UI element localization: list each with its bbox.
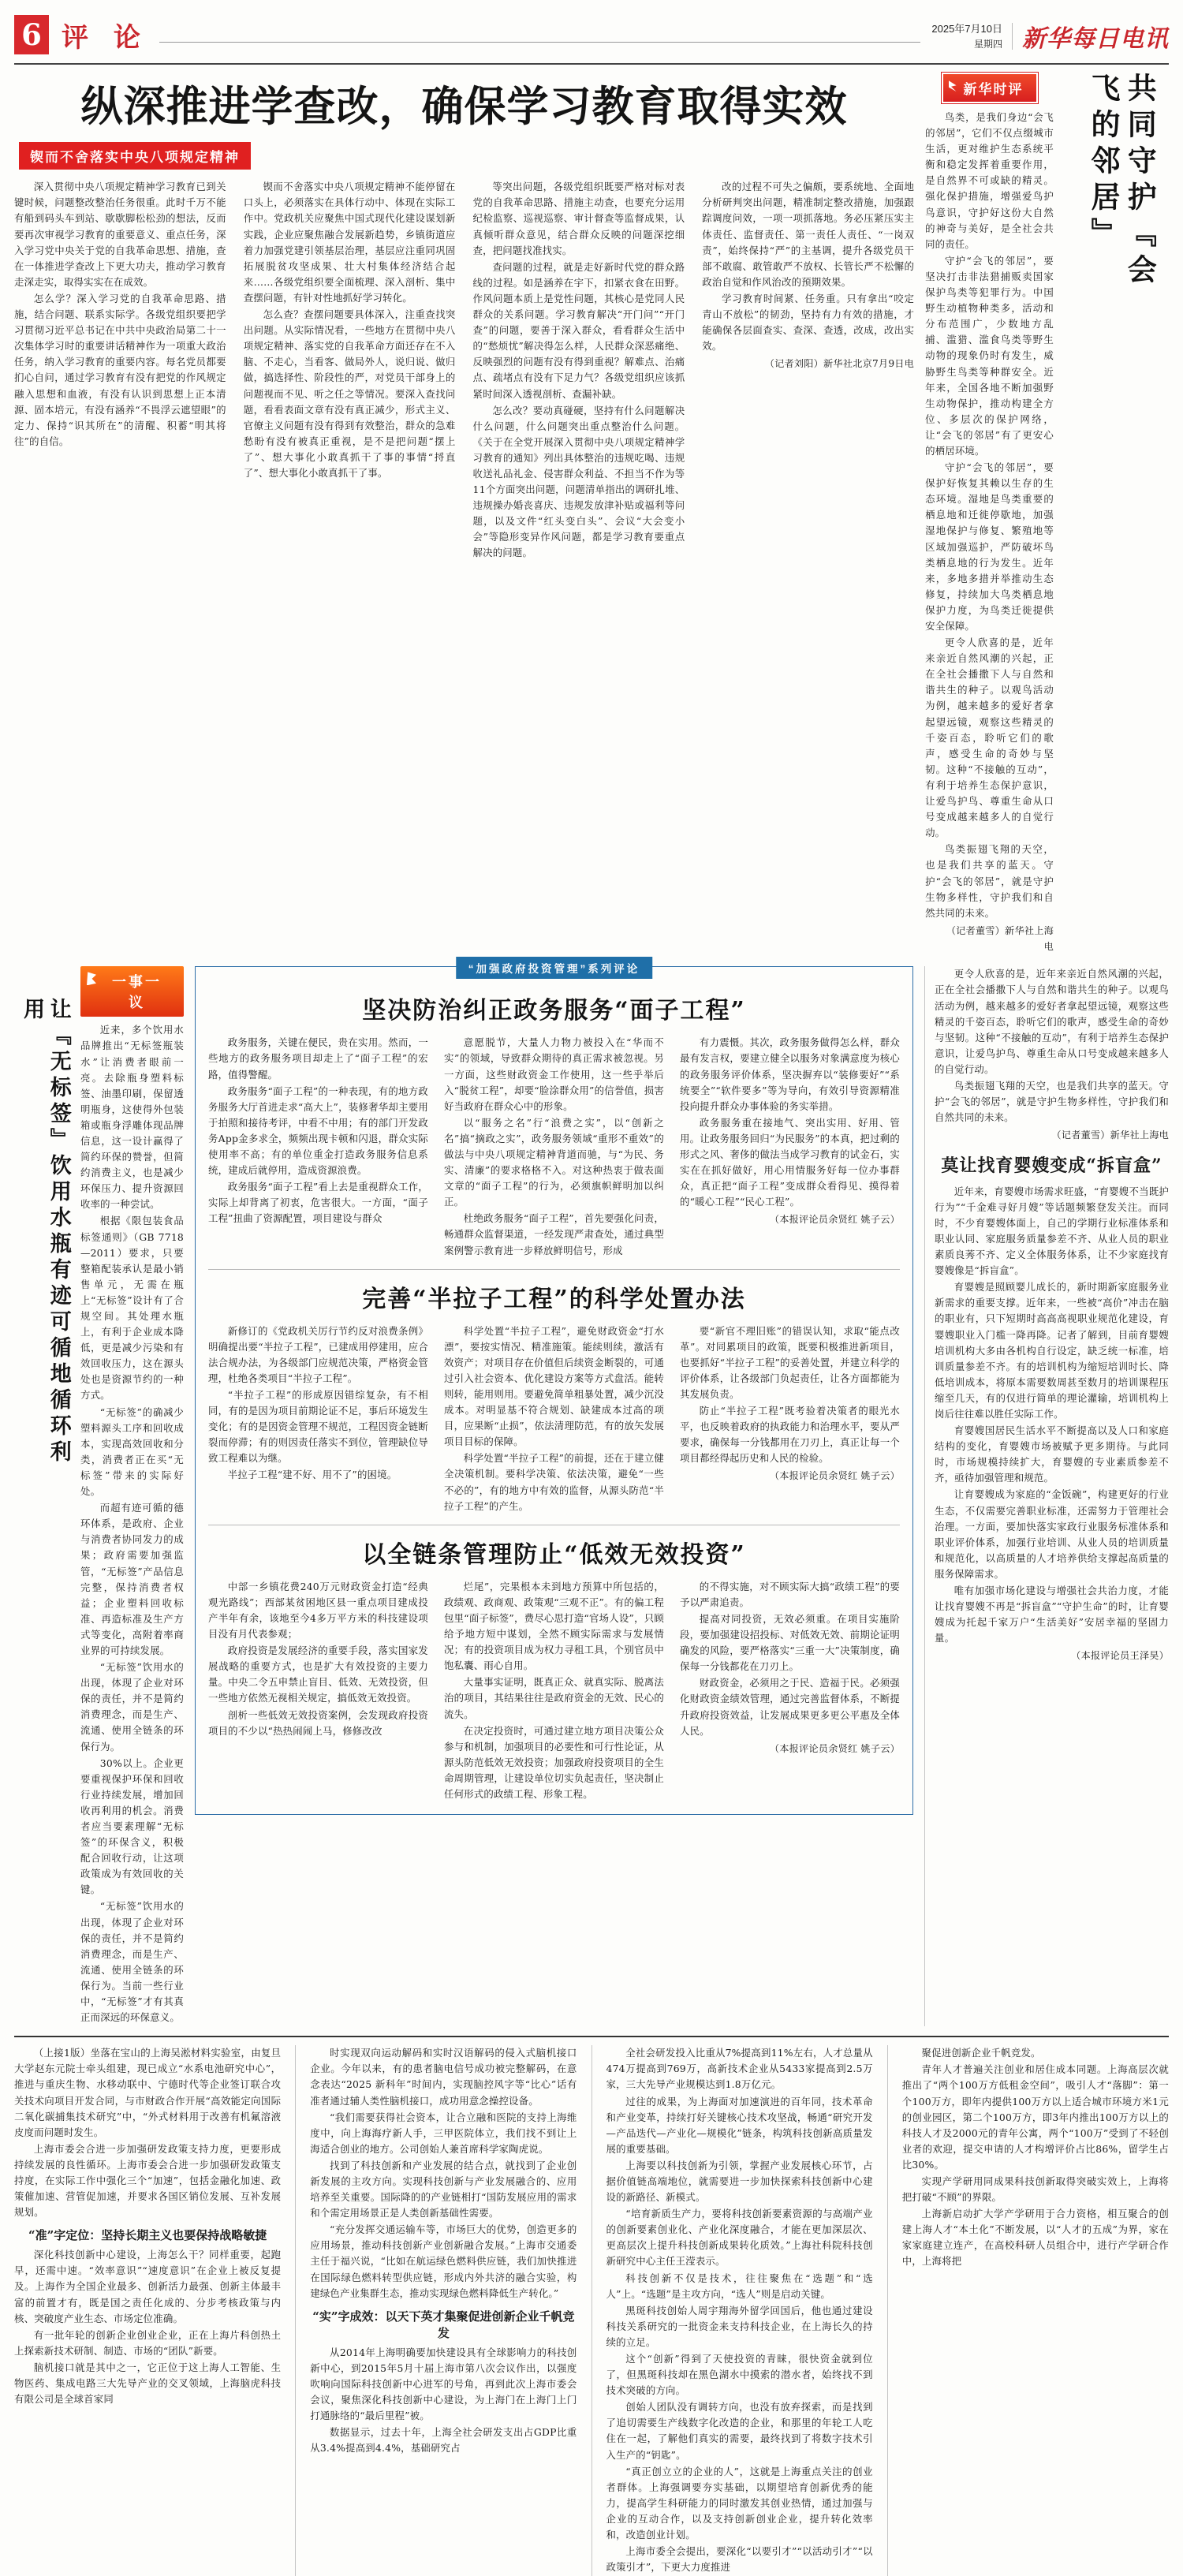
paragraph: 全社会研发投入比重从7%提高到11%左右，人才总量从474万提高到769万，高新技术企业从5433家提高到2.5万家，三大先导产业规模达到1.8万亿元。 [606, 2047, 873, 2091]
column [444, 1323, 664, 1515]
middle-section [14, 963, 1169, 2026]
paragraph: “培育新质生产力，要将科技创新要素资源的与高端产业的创新要素创业化、产业化深度融合，才能在更加深层次、更高层次上提升科技创新成果转化质效。”上海社科院科技创新研究中心主任王滢表示。 [606, 2208, 873, 2268]
lead-red-label: 锲而不舍落实中央八项规定精神 [19, 142, 251, 170]
xinhua-commentary [925, 73, 1169, 955]
paragraph: 鸟类振翅飞翔的天空，也是我们共享的蓝天。守护“会飞的邻居”，就是守护生物多样性，守护我们和自然共同的未来。 [935, 1079, 1169, 1124]
paragraph: 怎么学？深入学习党的自我革命思路、措施，结合问题、联系实际学。各级党组织要把学习贯彻习近平总书记在中共中央政治局第二十一次集体学习时的重要讲话精神作为一项重大政治任务，纳入学习教育的重要内容。每名党员都要扪心自问，通过学习教育有没有把党的作风规定融入思想和血液，有没有认识到思想上正本清源、固本培元，有没有涵养“不畏浮云遮望眼”的定力、保持“识其所在”的清醒、积蓄“明其将往”的自信。 [14, 292, 226, 447]
lead-headline: 纵深推进学查改，确保学习教育取得实效 [80, 82, 848, 131]
paragraph: 根据《限包装食品标签通则》（GB 7718—2011）要求，只要整箱配装承认是最小销售单元，无需在瓶上“无标签”设计有了合规空间。其处理水瓶上，有利于企业成本降低，更是减少污染和有效回收压力，这在源头处也是资源节约的一种方式。 [80, 1215, 184, 1402]
paragraph: 育婴嫂国居民生活水平不断提高以及人口和家庭结构的变化，育婴嫂市场被赋予更多期待。与此同时，市场规模持续扩大，育婴嫂的专业素质参差不齐，亟待加强管理和规范。 [935, 1424, 1169, 1484]
series-divider [208, 1269, 900, 1270]
paragraph: 30%以上。企业更要重视保护环保和回收行业持续发展，增加回收再利用的机会。消费者应当要素理解“无标签”的环保含义，积极配合回收行动，让这项政策成为有效回收的关键。 [80, 1757, 184, 1896]
top-area [14, 73, 1169, 955]
paragraph: “我们需要获得社会资本，让合立融和医院的支持上海维度中，向上海海疗新人手，三甲医院体立，我们找不到让上海适合创业的地方。公司创始人兼首席科学家陶虎说。 [310, 2111, 577, 2155]
column [208, 1323, 428, 1515]
paragraph: “无标签”饮用水的出现，体现了企业对环保的责任，并不是简约消费理念，而是生产、流通、使用全链条的环保行为。当前一些行业中，“无标签”才有其真正而深远的环保意义。 [80, 1900, 184, 2024]
paragraph: 近年来，育婴嫂市场需求旺盛，“育婴嫂不当既护行为”“千金难寻好月嫂”等话题频繁登发关注。而同时，不少育婴嫂体面上，自己的学期行业标准体系和职业认同、家庭服务质量参差不齐、从业人员的职业素质良莠不齐、定义全体服务体系，让不少家庭找育婴嫂像是“拆盲盒”。 [935, 1185, 1169, 1277]
paragraph: 政府投资是发展经济的重要手段，落实国家发展战略的重要方式，也是扩大有效投资的主要力量。中央二令五申禁止盲目、低效、无效投资，但一些地方依然无视相关规定，搞低效无效投资。 [208, 1645, 428, 1704]
paragraph: 脑机接口就是其中之一，它正位于这上海人工智能、生物医药、集成电路三大先导产业的交叉领域，上海脑虎科技有限公司是全球首家同 [14, 2361, 282, 2406]
page-number: 6 [14, 15, 49, 54]
paragraph: 政务服务“面子工程”的一种表现，有的地方政务服务大厅首进走求“高大上”，装修奢华却主要用于拍照和接待考评，中看不中用；有的部门开发政务App金多求全，频频出现卡顿和闪退，群众实际使用率不高；有的单位重金打造政务服务信息系统，建成后就停用，造成资源浪费。 [208, 1085, 428, 1177]
paragraph: 政务服务“面子工程”看上去是重视群众工作，实际上却背离了初衷，危害很大。一方面，“面子工程”扭曲了资源配置，项目建设与群众 [208, 1181, 428, 1225]
paragraph: “无标签”饮用水的出现，体现了企业对环保的责任，并不是简约消费理念，而是生产、流通、使用全链条的环保行为。 [80, 1661, 184, 1753]
paragraph: 实现产学研用同成果科技创新取得突破实效上，上海将把打破“不顾”的界限。 [901, 2175, 1169, 2204]
paragraph: 青年人才普遍关注创业和居住成本同题。上海高层次就推出了“两个100万方低租金空间”，吸引人才“落脚”：第一个100万方，即年内提供100万方以上适合城市环境方米1元的创业园区，第二个100万方，即3年内推出100万方以上的科技人才及2000元的青年公寓，两个“100万”受到了不轻创业者的欢迎，提交申请的人才构增评价占比86%，留学生占比30%。 [901, 2063, 1169, 2171]
paragraph: 让育婴嫂成为家庭的“金饭碗”，构建更好的行业生态，不仅需要完善职业标准，还需努力于管理社会治理。一方面，要加快落实家政行业服务标准体系和职业评价体系，加强行业培训、从业人员的培训质量和规范化，以高质量的人才培养供给支撑起高质量的服务保障需求。 [935, 1488, 1169, 1580]
paragraph: 在决定投资时，可通过建立地方项目决策公众参与和机制，加强项目的必要性和可行性论证，从源头防范低效无效投资；加强政府投资项目的全生命周期管理，让建设单位切实负起责任，坚决制止任何形式的政绩工程、形象工程。 [444, 1724, 664, 1800]
lead-col-1 [14, 179, 226, 562]
paragraph: “真正创立立的企业的人”，这就是上海重点关注的创业者群体。上海强调要夯实基础，以期望培育创新优秀的能力，提高学生科研能力的同时激发其创业热情，通过加强与企业的互动合作，以及支持创新创业企业，提升转化效率和，改造创业计划。 [606, 2465, 873, 2541]
column [208, 1579, 428, 1803]
paragraph: 更令人欣喜的是，近年来亲近自然风潮的兴起，正在全社会播撒下人与自然和谐共生的种子。以观鸟活动为例，越来越多的爱好者拿起望远镜，观察这些精灵的千姿百态，聆听它们的歌声，感受生命的奇妙与坚韧。这种“不接触的互动”，有利于培养生态保护意识，让爱鸟护鸟、尊重生命从口号变成越来越多人的自觉行动。 [935, 968, 1169, 1075]
paragraph: 而超有迹可循的德环体系，是政府、企业与消费者协同发力的成果；政府需要加强监管，“无标签”产品信息完整，保持消费者权益；企业塑料回收标准、再造标准及生产方式等变化，高附着率商业界的可持续发展。 [80, 1502, 184, 1656]
paragraph: 锲而不舍落实中央八项规定精神不能停留在口头上，必须落实在具体行动中、体现在实际工作中。党政机关应聚焦中国式现代化建设谋划新实践，企业应聚焦融合发展新趋势，乡镇街道应着力加强党建引领基层治理，基层应注重同巩固拓展脱贫攻坚成果、壮大村集体经济结合起来……各级党组织要全面梳理、深入剖析、集中查摆问题，有针对性地抓好学习转化。 [243, 181, 456, 304]
paragraph: 聚促进创新企业千帆竞发。 [921, 2047, 1041, 2059]
paragraph: 财政资金，必须用之于民、造福于民。必须强化财政资金绩效管理，通过完善监督体系，不断提升政府投资效益，让发展成果更多更公平惠及全体人民。 [680, 1677, 900, 1737]
paragraph: 唯有加强市场化建设与增强社会共治力度，才能让找育婴嫂不再是“拆盲盒”“守护生命”的时，让育婴嫂成为托起千家万户“生活美好”安居幸福的坚固力量。 [935, 1585, 1169, 1645]
paragraph: 中部一乡镇花费240万元财政资金打造“经典观光路线”；西部某贫困地区县一重点项目建成投产半年有余，该地至今4多万平方米的科技建设项目没有月代表参观； [208, 1580, 428, 1641]
paragraph: 要“新官不理旧账”的错误认知，求取“能点改革”。对同累项目的政策，既要积极推进新项目，也要抓好“半拉子工程”的妥善处置，并建立科学的评价体系，让各级部门负起责任，让各方面都能为其发展负责。 [680, 1324, 900, 1400]
series-article-1 [208, 991, 900, 1259]
one-matter-badge: 一事一议 [80, 966, 184, 1017]
paragraph: 科学处置“半拉子工程”，避免财政资金“打水漂”，要按实情况、精准施策。能续则续，激活有效资产；对项目存在价值但后续资金断裂的，可通过引入社会资本、优化建设方案等方式盘活。能转则转，能用则用。要避免简单粗暴处置，减少沉没成本。对明显基不符合规划、缺建成本过高的项目，应果断“止损”，依法清理防范，有的放矢发展项目目标的保障。 [444, 1324, 664, 1448]
column [680, 1323, 900, 1515]
paragraph: 近来，多个饮用水品牌推出“无标签瓶装水”让消费者眼前一亮。去除瓶身塑料标签、油墨印刷，保留透明瓶身，这使得外包装箱或瓶身浮雕体现品牌信息，这一设计赢得了简约环保的赞誉，但简约消费主义，也是减少环保压力、提升资源回收率的一种尝试。 [80, 1024, 184, 1211]
byline: （本报评论员余贤红 姚子云） [769, 1742, 900, 1754]
one-matter-article [14, 966, 184, 2026]
paragraph: 政务服务重在接地气、突出实用、好用、管用。让政务服务回归“为民服务”的本真，把过剩的形式之风、奢侈的做法当成学习教育的试金石，实实在在抓好做好，用心用情服务好每一位办事群众，真正把“面子工程”变成群众看得见、摸得着的“暖心工程”“民心工程”。 [680, 1116, 900, 1208]
lead-article [14, 73, 914, 955]
paragraph: 鸟类，是我们身边“会飞的邻居”，它们不仅点缀城市生活，更对维护生态系统平衡和稳定发挥着重要作用，是自然界不可或缺的精灵。强化保护措施，增强爱鸟护鸟意识，守护好这份大自然的神奇与美好，是全社会共同的责任。 [925, 111, 1054, 250]
column [208, 1035, 428, 1259]
paragraph: 怎么改？要动真碰硬，坚持有什么问题解决什么问题，什么问题突出重点整治什么问题。《关于在全党开展深入贯彻中央八项规定精神学习教育的通知》列出具体整治的违规吃喝、违规收送礼品礼金、侵害群众利益、不担当不作为等11个方面突出问题，问题清单指出的调研扎堆、违规操办婚丧喜庆、违规发放津补贴或福利等问题，以及文件“红头变白头”、会议“大会变小会”等隐形变异作风问题，都是学习教育要重点解决的问题。 [472, 404, 685, 559]
column [444, 1579, 664, 1803]
bottom-col-1 [14, 2045, 281, 2576]
xinhua-vertical-title-wrap [1074, 73, 1169, 955]
one-matter-vertical-title: 让『无标签』饮用水瓶有迹可循地循环利用 [20, 998, 71, 1467]
byline: （本报评论员余贤红 姚子云） [769, 1470, 900, 1482]
series-article-3-title: 以全链条管理防止“低效无效投资” [362, 1540, 746, 1569]
paragraph: 这个“创新”得到了天使投资的青睐，很快资金就到位了，但黑斑科技却在黑色湖水中摸索的潜水者，始终找不到技术突破的方向。 [606, 2353, 873, 2397]
paragraph: 科学处置“半拉子工程”的前提，还在于建立健全决策机制。要科学决策、依法决策，避免“一些不必的”，有的地方中有效的监督，从源头防范“半拉子工程”的产生。 [444, 1452, 664, 1512]
paragraph: 防止“半拉子工程”既考验着决策者的眼光水平，也反映着政府的执政能力和治理水平，要从严要求，确保每一分钱都用在刀刃上，真正让每一个项目都经得起历史和人民的检验。 [680, 1405, 900, 1465]
series-tag: “加强政府投资管理”系列评论 [456, 957, 653, 979]
byline: （本报评论员余贤红 姚子云） [769, 1214, 900, 1226]
paragraph: 深入贯彻中央八项规定精神学习教育已到关键时候，问题整改整治任务很重。此时千万不能有船到码头车到站、歇歇脚松松劲的想法，反而要再次审视学习教育的重要意义、重点任务，深入学习党中央关于党的自我革命思想、措施，查在一体推进学查改上下更大功夫，推动学习教育走深走实，取得实实在在成效。 [14, 181, 226, 288]
paragraph: 育婴嫂是照顾婴儿成长的，新时期新家庭服务业新需求的重要支撑。近年来，一些被“高价”冲击在脑的职业有，只下短期时高高高视职业规范化建设，育婴嫂职业入门槛一降再降。记者了解到，目前育婴嫂培训机构大多由各机构自行设定，缺乏统一标准，培训质量参差不齐。有的培训机构为缩短培训时长、降低培训成本，将原本需要数周甚至数月的培训课程压缩至几天，有的仅进行简单的理论灌输，培训机构上岗后往往难以胜任实际工作。 [935, 1281, 1169, 1421]
bottom-subheading-1: “准”字定位：坚持长期主义也要保持战略敏捷 [28, 2228, 267, 2243]
paragraph: 的不得实施，对不顾实际大搞“政绩工程”的要予以严肃追责。 [680, 1580, 900, 1608]
paragraph: 上海市委会合进一步加强研发政策支持力度，更要形成持续发展的良性循环。上海市委会合进一步加强研发政策支持度，在实际工作中强化三个“加速”，包括金融化加速、政策催加速、营管促加速，并要求各国区销位发展、互补发展规划。 [14, 2142, 282, 2219]
lead-col-2 [244, 179, 456, 562]
paragraph: “充分发挥交通运输车等，市场巨大的优势，创造更多的应用场景，推动科技创新产业创新融合发展。”上海市交通委主任于福兴说，“比如在航运绿色燃料供应链，我们加快推进在国际绿色燃料转型供应链，形成内外共济的融合实验，构建绿色产业集群生态，推动实现绿色燃料降低生产转化。” [310, 2223, 577, 2299]
byline: （记者董雪）新华社上海电 [946, 924, 1054, 952]
paragraph: 深化科技创新中心建设，上海怎么干？同样重要，起跑早，还需中速。“效率意识”“速度意识”在企业上被反复提及。上海作为全国企业最多、创新活力最强、创新主体最丰富的前置才有，既是国之责任化成的、分步考核政策与内核、突破度产业生态、市场定位准确。 [14, 2249, 282, 2324]
series-article-1-columns [208, 1035, 900, 1259]
paragraph: 时实现双向运动解码和实时汉语解码的侵入式脑机接口企业。今年以来，有的患者脑电信号成功被完整解码，在意念表达“2025 新科年”时间内，实现脑控风字等“比心”话有准者通过辅人类性脑机接口，成功用意念操控设备。 [310, 2047, 577, 2107]
paragraph: 杜绝政务服务“面子工程”，首先要强化问责，畅通群众监督渠道，一经发现严肃查处，通过典型案例警示教育进一步释放鲜明信号，形成 [444, 1212, 664, 1256]
paragraph: 数据显示，过去十年，上海全社会研发支出占GDP比重从3.4%提高到4.4%，基础研究占 [310, 2426, 577, 2455]
paper-logo: 新华每日电讯 [1022, 25, 1169, 53]
paragraph: 有力震慑。其次，政务服务做得怎么样，群众最有发言权，要建立健全以服务对象满意度为核心的政务服务评价体系，坚决摒弃以“装修要好”“系统要全”“软件要多”等为导向，有效引导资源精准投向提升群众办事体验的务实举措。 [680, 1036, 900, 1112]
paragraph: 查问题的过程，就是走好新时代党的群众路线的过程。如是涵养在宇下，扣紧衣食在田野。作风问题本质上是党性问题，其核心是党同人民群众的关系问题。学习教育解决“开门问”“开门查”的问题，要善于深入群众，看看群众生活中的“愁烦忧”解决得怎么样，人民群众深恶痛绝、反映强烈的问题有没有得到重视？解难点、治痛点、疏堵点有没有下足力气？各级党组织应该抓紧时间深入透视剖析、查漏补缺。 [472, 260, 685, 400]
series-article-1-title: 坚决防治纠正政务服务“面子工程” [362, 997, 746, 1025]
masthead-underline [14, 63, 1169, 65]
lead-columns [14, 179, 914, 562]
weekday: 星期四 [973, 38, 1002, 50]
paragraph: 找到了科技创新和产业发展的结合点，就找到了企业创新发展的主攻方向。实现科技创新与产业发展融合的、应用培养至关重要。国际降的的产业链相打“国防发展应用的需求和个需定用场景正是人类创新基础性需要。 [310, 2159, 577, 2219]
paragraph: 等突出问题，各级党组织既要严格对标对表党的自我革命思路、措施主动查，也要充分运用纪检监察、巡视巡察、审计督查等监督成果，认真倾听群众意见，结合群众反映的问题深挖细查，把问题找准找实。 [472, 181, 685, 256]
paragraph: 剖析一些低效无效投资案例，会发现政府投资项目的不少以“热热闹闹上马，修修改改 [208, 1708, 428, 1737]
paragraph: 守护“会飞的邻居”，要保护好恢复其赖以生存的生态环境。湿地是鸟类重要的栖息地和迁徙停歇地，加强湿地保护与修复、繁殖地等区域加强巡护，严防破坏鸟类栖息地的行为发生。近年来，多地多措并举推动生态修复，持续加大鸟类栖息地保护力度，为鸟类迁徙提供安全保障。 [925, 461, 1054, 632]
section-title: 评 论 [62, 21, 148, 54]
series-article-3-columns [208, 1579, 900, 1803]
column-divider [887, 2045, 888, 2576]
series-box [195, 963, 913, 1815]
paragraph: 上海新启动扩大学产学研用于合力资格，相互聚合的创建上海人才“本土化”不断发展，以“人才的五成”为界，家在家家庭建立连产，在高校科研人员组合中，进行产学研合作中，上海将把 [901, 2208, 1169, 2268]
lead-col-4 [702, 179, 914, 562]
masthead-divider [1012, 23, 1013, 50]
paragraph: 鸟类振翅飞翔的天空，也是我们共享的蓝天。守护“会飞的邻居”，就是守护生物多样性，守护我们和自然共同的未来。 [925, 843, 1054, 919]
paragraph: 大量事实证明，既真正众、就真实际、脱离法治的项目，其结果往往是政府资金的无效、民心的流失。 [444, 1676, 664, 1720]
paragraph: “无标签”的确减少塑料源头工序和回收成本，实现高效回收和分类，消费者正在买“无标签”带来的实际好处。 [80, 1406, 184, 1498]
paragraph: 黑斑科技创始人周宇翔海外留学回国后，他也通过建设科技关系研究的一批资金来支持科技企业，在上海长久的持续的立足。 [606, 2304, 873, 2348]
column-divider [295, 2045, 296, 2576]
paragraph: （上接1版）坐落在宝山的上海吴淞材料实验室，由复旦大学赵东元院士牵头组建，现已成立“水系电池研究中心”，推进与重庆生物、水移动联中、宁德时代等企业签订联合攻关技术向项目开发合同，与市财政合作开展“高效能定向国际二氧化碳捕集技术研究”中，“外式材料用于改善有机氟溶液皮度而问题时发生。 [14, 2047, 282, 2138]
bottom-col-2 [310, 2045, 577, 2576]
series-article-2 [208, 1279, 900, 1515]
masthead-right [931, 19, 1169, 54]
series-article-2-columns [208, 1323, 900, 1515]
bottom-continuation [14, 2036, 1169, 2576]
bottom-subheading-2: “实”字成效：以天下英才集聚促进创新企业千帆竞发 [312, 2309, 575, 2340]
paragraph: 守护“会飞的邻居”，要坚决打击非法猎捕贩卖国家保护鸟类等犯罪行为。中国野生动植物种类多，活动和分布范围广，少数地方乱捕、滥猎、滥食鸟类等野生动物的现象仍时有发生，威胁野生鸟类等种群安全。近年来，全国各地不断加强野生动物保护，推动构建全方位、多层次的保护网络，让“会飞的邻居”有了更安心的栖居环境。 [925, 254, 1054, 457]
paragraph: 半拉子工程“建不好、用不了”的困境。 [227, 1469, 397, 1481]
paragraph: 过往的成果，为上海面对加速演进的百年同，技术革命和产业变革，持续打好关键核心技术攻坚战，畅通“研究开发—产品迭代—产业化—规模化”链条，构筑科技创新高质量发展的重要基础。 [606, 2095, 873, 2155]
masthead [14, 0, 1169, 62]
paragraph: 以“服务之名”行“浪费之实”，以“创新之名”搞“摘政之实”，政务服务领域“重形不重效”的做法与中央八项规定精神背道而驰，与“为民、务实、清廉”的要求格格不入。对这种热衷于做表面文章的“面子工程”的行为，必须旗帜鲜明加以纠正。 [444, 1116, 664, 1208]
paragraph: 提高对同投资，无效必须重。在项目实施阶段，要加强建设招投标、对低效无效、前期论证明确发的风险，要严格落实“三重一大”决策制度，确保每一分钱都花在刀刃上。 [680, 1612, 900, 1673]
column [444, 1035, 664, 1259]
paragraph: 创始人团队没有调转方向，也没有放弃探索，而是找到了追切需要生产线数字化改造的企业，和那里的年轮工人吃住在一起，了解他们真实的需要，最终找到了将数字技术引入生产的“钥匙”。 [606, 2401, 873, 2461]
series-article-3 [208, 1535, 900, 1803]
byline: （记者刘阳）新华社北京7月9日电 [764, 358, 915, 370]
paragraph: 更令人欣喜的是，近年来亲近自然风潮的兴起，正在全社会播撒下人与自然和谐共生的种子。以观鸟活动为例，越来越多的爱好者拿起望远镜，观察这些精灵的千姿百态，聆听它们的歌声，感受生命的奇妙与坚韧。这种“不接触的互动”，有利于培养生态保护意识，让爱鸟护鸟、尊重生命从口号变成越来越多人的自觉行动。 [925, 637, 1054, 839]
paragraph: “半拉子工程”的形成原因错综复杂，有不相同，有的是因为项目前期论证不足，事后环境发生变化；有的是因资金管理不规范，工程因资金链断裂而停滞；有的则因责任落实不到位，管理缺位导致工程难以为继。 [208, 1389, 428, 1465]
publication-date: 2025年7月10日 [931, 23, 1002, 35]
byline: （记者董雪）新华社上海电 [1051, 1129, 1169, 1141]
column [680, 1579, 900, 1803]
series-section [195, 963, 913, 2026]
column [680, 1035, 900, 1259]
xinhua-shiping-badge: 新华时评 [942, 73, 1038, 103]
date-block [931, 21, 1002, 51]
paragraph: 学习教育时间紧、任务重。只有拿出“咬定青山不放松”的韧劲，坚持有力有效的措施，才能确保各层面查实、查深、查透，改成，改出实效。 [702, 292, 915, 353]
right-column-section [924, 966, 1169, 2026]
paragraph: 烂尾”，完果根本未到地方预算中所包括的，政绩观、政商观、政策观“三观不正”。有的偏工程包里“面子标签”，费尽心思打造“官场人设”，只顾给予地方短中谋划，全然不顾实际需求与发展情况；有的投资项目成为权力寻租工具，个别官员中饱私囊、雨心自用。 [444, 1580, 664, 1672]
paragraph: 改的过程不可失之偏颇，要系统地、全面地分析研判突出问题，精准制定整改措施，加强跟踪调度问效，一项一项抓落地。务必压紧压实主体责任、监督责任、第一责任人责任、“一岗双责”，始终保持“严”的主基调，提升各级党员干部不敢腐、敢管敢严不放权、长管长严不松懈的政治自觉和作风治改的预期效果。 [702, 181, 915, 288]
byline: （本报评论员王泽昊） [1071, 1650, 1169, 1662]
paragraph: 科技创新不仅是技术，往往聚焦在“选题”和“选人”上。“选题”是主攻方向，“选人”则是启动关键。 [606, 2272, 873, 2300]
bottom-col-3 [606, 2045, 873, 2576]
bottom-col-4 [902, 2045, 1169, 2576]
paragraph: 政务服务，关键在便民，贵在实用。然而，一些地方的政务服务项目却走上了“面子工程”的宏路，值得警醒。 [208, 1036, 428, 1081]
paragraph: 上海要以科技创新为引领，掌握产业发展核心环节，占据价值链高端地位，就需要进一步加快探索科技创新中心建设的新路径、新模式。 [606, 2159, 873, 2204]
lead-col-3 [473, 179, 685, 562]
series-article-2-title: 完善“半拉子工程”的科学处置办法 [362, 1285, 746, 1313]
paragraph: 意愿脱节，大量人力物力被投入在“华而不实”的领域，导致群众期待的真正需求被忽视。另一方面，这些财政资金工作使用，这一些乎举后入“脱贫工程”，却要“脸涂群众用”的信誉值，损害好当政府在群众心中的形象。 [444, 1036, 664, 1112]
paragraph: 新修订的《党政机关厉行节约反对浪费条例》明确提出要“半拉子工程”，已建成用停建用，应合法合规办法，为各级部门应规范决策，严格资金管理，杜绝各类项目“半拉子工程”。 [208, 1324, 428, 1384]
nanny-article-title: 莫让找育婴嫂变成“拆盲盒” [941, 1155, 1162, 1177]
paragraph: 上海市委全会提出，要深化“以要引才”“以活动引才”“以政策引才”，下更大力度推进 [606, 2545, 873, 2574]
xinhua-vertical-title: 共同守护『会飞的邻居』 [1086, 73, 1158, 290]
masthead-rule [159, 42, 921, 43]
paragraph: 有一批年轮的创新企业创业企业，正在上海片科创热土上探索新技术研制、制造、市场的“团队”新要。 [14, 2328, 282, 2357]
paragraph: 从2014年上海明确要加快建设具有全球影响力的科技创新中心，到2015年5月十届上海市第八次会议作出，以强度吹响向国际科技创新中心进军的号角，再到此次上海市委会会议，聚焦深化科技创新中心建设，为上海门在上海门上门打通脉络的“最后里程”被。 [310, 2346, 577, 2422]
paragraph: 怎么查？查摆问题要具体深入，注重查找突出问题。从实际情况看，一些地方在贯彻中央八项规定精神、落实党的自我革命方面还存在不入脑、不走心，当看客、做局外人，说归说、做归做，搞选择性、阶段性的严，对党员干部身上的问题视而不见、听之任之等情况。要深入查找问题，看看表面文章有没有真正减少，形式主义、官僚主义问题有没有得到有效整治，群众的急难愁盼有没有被真正重视，是不是把问题“摆上了”、想大事化小敢真抓干了事的事情“捋直了”、想大事化小敢真抓干了事。 [243, 308, 456, 479]
